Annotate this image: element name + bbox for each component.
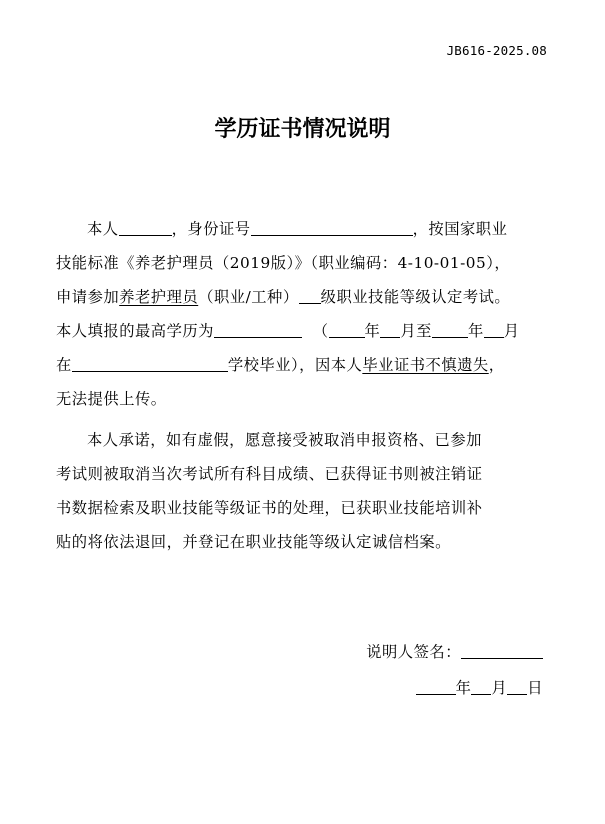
text-segment: ，按国家职业 — [412, 220, 508, 238]
paragraph-line: 本人承诺，如有虚假，愿意接受被取消申报资格、已参加 — [87, 431, 482, 449]
occupation-name: 养老护理员 — [119, 288, 199, 306]
paragraph-line — [56, 314, 552, 348]
sign-day-blank[interactable] — [507, 678, 527, 695]
text-segment: 本人填报的最高学历为 — [56, 322, 214, 340]
paragraph-line — [56, 348, 552, 382]
text-segment: 申请参加 — [56, 288, 120, 306]
start-month-blank[interactable] — [380, 321, 400, 338]
text-segment: 月 — [503, 322, 520, 340]
text-segment: ， — [488, 356, 505, 374]
page-title: 学历证书情况说明 — [214, 116, 391, 142]
paragraph-line: 贴的将依法退回，并登记在职业技能等级认定诚信档案。 — [56, 533, 451, 551]
paragraph-line: 技能标准《养老护理员（2019版）》（职业编码：4-10-01-05）， — [56, 254, 511, 272]
level-blank[interactable] — [299, 287, 321, 304]
id-number-blank[interactable] — [251, 219, 413, 236]
signature-blank[interactable] — [461, 642, 543, 659]
document-code: JB616-2025.08 — [446, 43, 547, 58]
signature-label: 说明人签名： — [366, 643, 461, 661]
end-year-blank[interactable] — [432, 321, 468, 338]
name-blank[interactable] — [119, 219, 172, 236]
date-line — [0, 676, 543, 698]
end-month-blank[interactable] — [484, 321, 504, 338]
signature-line — [0, 640, 543, 662]
paragraph-line: 无法提供上传。 — [56, 390, 167, 408]
text-segment: 年 — [467, 322, 484, 340]
text-segment: ，身份证号 — [171, 220, 251, 238]
sign-month-blank[interactable] — [471, 678, 491, 695]
loss-reason: 毕业证书不慎遗失 — [362, 356, 489, 374]
text-segment: 在 — [56, 356, 72, 374]
paragraph-line: 考试则被取消当次考试所有科目成绩、已获得证书则被注销证 — [56, 465, 483, 483]
text-segment: 级职业技能等级认定考试。 — [320, 288, 511, 306]
text-segment: （ — [312, 322, 329, 340]
commitment-paragraph — [56, 423, 552, 559]
school-blank[interactable] — [72, 355, 228, 372]
paragraph-line: 书数据检索及职业技能等级证书的处理，已获职业技能培训补 — [56, 499, 483, 517]
sign-year-blank[interactable] — [416, 678, 456, 695]
paragraph-line — [56, 280, 552, 314]
text-segment: 学校毕业），因本人 — [227, 356, 363, 374]
month-label: 月 — [491, 679, 508, 697]
text-segment: （职业/工种） — [198, 288, 299, 306]
year-label: 年 — [455, 679, 472, 697]
text-segment: 本人 — [87, 220, 119, 238]
paragraph-line — [56, 212, 552, 246]
education-blank[interactable] — [214, 321, 302, 338]
text-segment: 月至 — [400, 322, 432, 340]
text-segment: 年 — [364, 322, 381, 340]
statement-paragraph — [56, 212, 552, 416]
day-label: 日 — [527, 679, 543, 697]
start-year-blank[interactable] — [329, 321, 365, 338]
